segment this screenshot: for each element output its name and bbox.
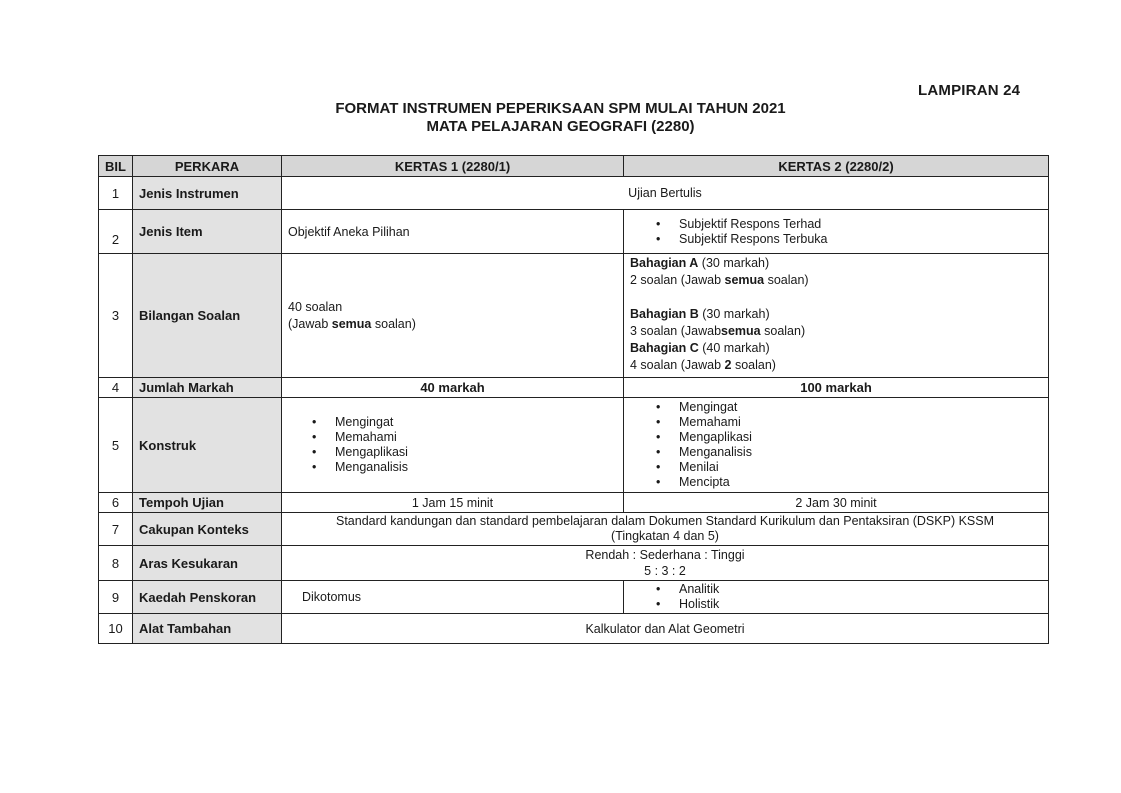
table-row xyxy=(99,254,1049,378)
kertas1-cell: 1 Jam 15 minit xyxy=(282,493,624,513)
kertas2-cell xyxy=(624,210,1049,254)
list-item: • Menilai xyxy=(630,460,1042,475)
row-label: Aras Kesukaran xyxy=(133,546,282,581)
row-number: 2 xyxy=(99,210,133,254)
row-number: 4 xyxy=(99,378,133,398)
list-item: • Subjektif Respons Terbuka xyxy=(630,232,1042,247)
kertas1-cell xyxy=(282,254,624,378)
bahagian-b-detail: 3 soalan (Jawabsemua soalan) xyxy=(630,324,806,338)
bahagian-c-detail: 4 soalan (Jawab 2 soalan) xyxy=(630,358,776,372)
kertas1-cell: Objektif Aneka Pilihan xyxy=(282,210,624,254)
merged-cell: Kalkulator dan Alat Geometri xyxy=(282,614,1049,644)
table-row xyxy=(99,581,1049,614)
row-number: 7 xyxy=(99,513,133,546)
row-label: Konstruk xyxy=(133,398,282,493)
cakupan-line1: Standard kandungan dan standard pembelajaran dalam Dokumen Standard Kurikulum dan Pentaksiran (DSKP) KSSM xyxy=(335,514,995,528)
table-row xyxy=(99,210,1049,254)
list-item: • Mengaplikasi xyxy=(288,445,617,460)
kertas1-cell: Dikotomus xyxy=(282,581,624,614)
bahagian-a-detail: 2 soalan (Jawab semua soalan) xyxy=(630,273,809,287)
table-row xyxy=(99,177,1049,210)
list-item: • Mengingat xyxy=(288,415,617,430)
row-label: Jumlah Markah xyxy=(133,378,282,398)
row-label: Kaedah Penskoran xyxy=(133,581,282,614)
row-label: Jenis Item xyxy=(133,210,282,254)
row-number: 5 xyxy=(99,398,133,493)
column-header-kertas2: KERTAS 2 (2280/2) xyxy=(624,156,1049,177)
merged-cell xyxy=(282,546,1049,581)
column-header-kertas1: KERTAS 1 (2280/1) xyxy=(282,156,624,177)
row-label: Tempoh Ujian xyxy=(133,493,282,513)
list-item: • Menganalisis xyxy=(288,460,617,475)
bahagian-b: Bahagian B (30 markah) xyxy=(630,307,770,321)
document-title: FORMAT INSTRUMEN PEPERIKSAAN SPM MULAI TAHUN 2021 xyxy=(335,100,786,117)
list-item: • Menganalisis xyxy=(630,445,1042,460)
bahagian-a: Bahagian A (30 markah) xyxy=(630,256,770,270)
soalan-instruction: (Jawab semua soalan) xyxy=(288,316,416,331)
bahagian-c: Bahagian C (40 markah) xyxy=(630,341,770,355)
list-item: • Memahami xyxy=(630,415,1042,430)
row-number: 6 xyxy=(99,493,133,513)
row-label: Bilangan Soalan xyxy=(133,254,282,378)
row-number: 8 xyxy=(99,546,133,581)
kertas2-cell xyxy=(624,398,1049,493)
column-header-perkara: PERKARA xyxy=(133,156,282,177)
row-number: 9 xyxy=(99,581,133,614)
list-item: • Analitik xyxy=(630,582,1042,597)
table-row xyxy=(99,614,1049,644)
row-label: Cakupan Konteks xyxy=(133,513,282,546)
list-item: • Memahami xyxy=(288,430,617,445)
row-label: Jenis Instrumen xyxy=(133,177,282,210)
aras-line2: 5 : 3 : 2 xyxy=(644,564,686,578)
list-item: • Mengingat xyxy=(630,400,1042,415)
merged-cell xyxy=(282,513,1049,546)
lampiran-label: LAMPIRAN 24 xyxy=(918,82,1021,99)
format-table xyxy=(98,155,1049,644)
kertas2-cell: 2 Jam 30 minit xyxy=(624,493,1049,513)
list-item: • Holistik xyxy=(630,597,1042,612)
aras-line1: Rendah : Sederhana : Tinggi xyxy=(585,548,745,562)
row-number: 3 xyxy=(99,254,133,378)
kertas1-cell: 40 markah xyxy=(282,378,624,398)
row-number: 10 xyxy=(99,614,133,644)
table-row xyxy=(99,513,1049,546)
soalan-count: 40 soalan xyxy=(288,299,343,314)
merged-cell: Ujian Bertulis xyxy=(282,177,1049,210)
table-row xyxy=(99,493,1049,513)
list-item: • Subjektif Respons Terhad xyxy=(630,217,1042,232)
column-header-bil: BIL xyxy=(99,156,133,177)
kertas1-cell xyxy=(282,398,624,493)
list-item: • Mengaplikasi xyxy=(630,430,1042,445)
row-label: Alat Tambahan xyxy=(133,614,282,644)
table-header-row xyxy=(99,156,1049,177)
table-row xyxy=(99,398,1049,493)
kertas2-cell xyxy=(624,581,1049,614)
row-number: 1 xyxy=(99,177,133,210)
kertas2-cell: 100 markah xyxy=(624,378,1049,398)
list-item: • Mencipta xyxy=(630,475,1042,490)
document-subtitle: MATA PELAJARAN GEOGRAFI (2280) xyxy=(426,118,695,135)
table-row xyxy=(99,546,1049,581)
kertas2-cell xyxy=(624,254,1049,378)
cakupan-line2: (Tingkatan 4 dan 5) xyxy=(611,529,719,543)
table-row xyxy=(99,378,1049,398)
